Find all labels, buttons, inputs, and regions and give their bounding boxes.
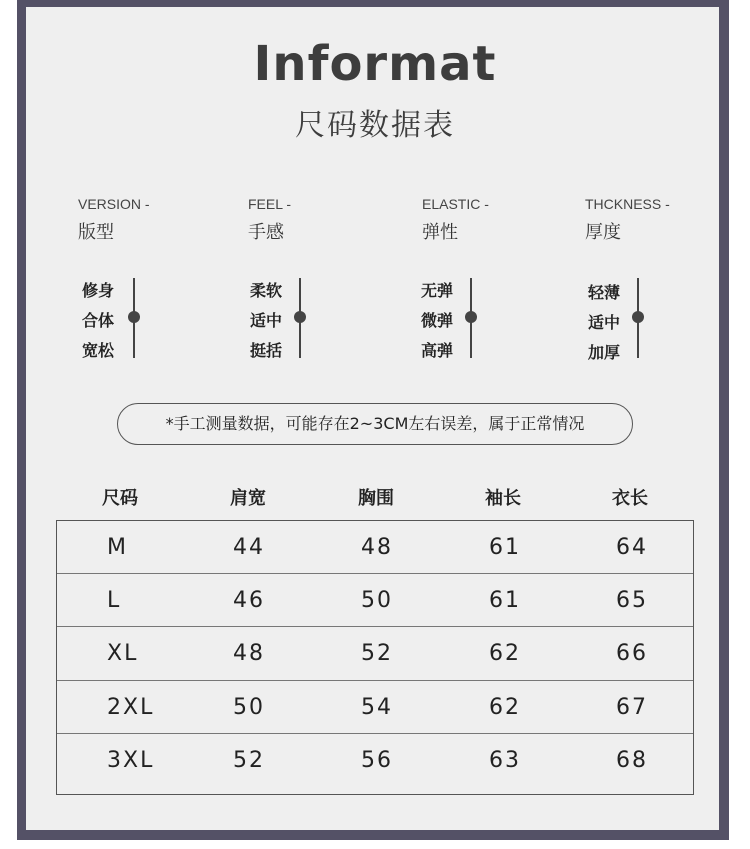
table-row — [57, 734, 693, 787]
cell-shoulder: 46 — [233, 588, 265, 614]
cell-length: 64 — [616, 535, 648, 560]
table-row — [57, 521, 693, 574]
cell-sleeve: 61 — [489, 588, 521, 614]
cell-shoulder: 48 — [233, 641, 265, 667]
cell-chest: 48 — [361, 535, 393, 560]
page-subtitle: 尺码数据表 — [295, 108, 455, 143]
table-row — [57, 681, 693, 734]
cell-chest: 54 — [361, 694, 393, 720]
header-shoulder: 肩宽 — [230, 488, 266, 509]
measurement-note: *手工测量数据，可能存在2~3CM左右误差，属于正常情况 — [117, 403, 633, 445]
cell-size: M — [107, 535, 128, 560]
scale-option: 挺括 — [250, 341, 283, 360]
attr-feel — [248, 196, 408, 244]
cell-size: 2XL — [107, 694, 155, 720]
scale-marker — [632, 311, 644, 323]
header-length: 衣长 — [612, 488, 648, 509]
attr-version-en: VERSION - — [78, 196, 150, 212]
cell-sleeve: 63 — [489, 747, 521, 773]
cell-length: 67 — [616, 694, 648, 720]
scale-option: 加厚 — [588, 343, 621, 362]
cell-sleeve: 61 — [489, 535, 521, 560]
header-chest: 胸围 — [358, 488, 394, 509]
attr-version — [78, 196, 238, 244]
cell-chest: 50 — [361, 588, 393, 614]
page-title: Informat — [253, 36, 497, 92]
scale-elastic — [421, 278, 571, 360]
scale-thickness — [588, 278, 738, 360]
cell-size: L — [107, 588, 122, 614]
cell-shoulder: 52 — [233, 747, 265, 773]
attr-elastic — [422, 196, 582, 244]
cell-size: XL — [107, 641, 139, 667]
attr-thickness-cn: 厚度 — [585, 222, 621, 243]
attr-elastic-en: ELASTIC - — [422, 196, 489, 212]
header-sleeve: 袖长 — [485, 488, 521, 509]
scale-option: 适中 — [250, 311, 283, 330]
scale-option: 宽松 — [82, 341, 115, 360]
cell-shoulder: 44 — [233, 535, 265, 560]
attr-feel-en: FEEL - — [248, 196, 292, 212]
size-table-header — [56, 484, 694, 514]
table-row — [57, 574, 693, 627]
scale-option: 柔软 — [250, 281, 283, 300]
cell-length: 66 — [616, 641, 648, 667]
cell-shoulder: 50 — [233, 694, 265, 720]
scale-option: 修身 — [82, 281, 115, 300]
attr-elastic-cn: 弹性 — [422, 222, 458, 243]
scale-option: 适中 — [588, 313, 621, 332]
size-table — [56, 520, 694, 795]
attr-version-cn: 版型 — [78, 222, 114, 243]
cell-length: 68 — [616, 747, 648, 773]
header-size: 尺码 — [102, 488, 138, 509]
cell-size: 3XL — [107, 747, 155, 773]
scale-option: 微弹 — [421, 311, 454, 330]
cell-length: 65 — [616, 588, 648, 614]
table-row — [57, 627, 693, 680]
scale-option: 无弹 — [421, 281, 454, 300]
scale-version — [82, 278, 232, 360]
cell-sleeve: 62 — [489, 694, 521, 720]
scale-marker — [128, 311, 140, 323]
scale-option: 轻薄 — [588, 283, 621, 302]
scale-marker — [294, 311, 306, 323]
scale-option: 高弹 — [421, 341, 454, 360]
cell-chest: 56 — [361, 747, 393, 773]
cell-chest: 52 — [361, 641, 393, 667]
attr-thickness-en: THCKNESS - — [585, 196, 670, 212]
attr-feel-cn: 手感 — [248, 222, 284, 243]
attr-thickness — [585, 196, 745, 244]
cell-sleeve: 62 — [489, 641, 521, 667]
scale-feel — [250, 278, 400, 360]
scale-marker — [465, 311, 477, 323]
scale-option: 合体 — [82, 311, 115, 330]
